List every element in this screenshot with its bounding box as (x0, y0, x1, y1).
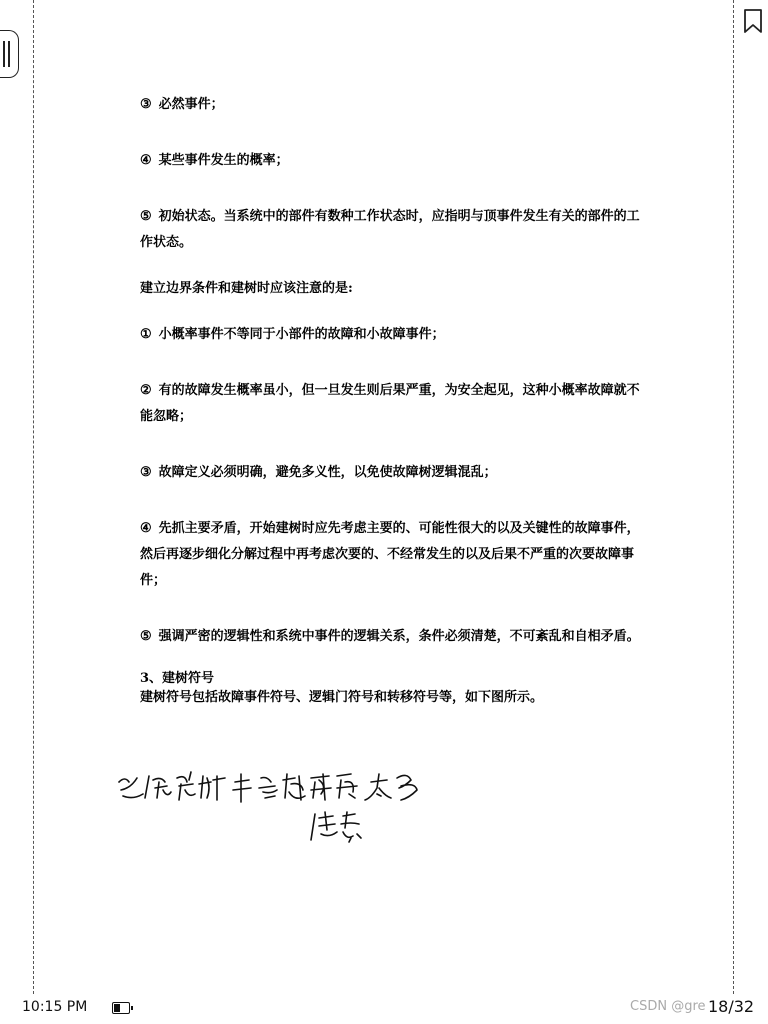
item-text: 小概率事件不等同于小部件的故障和小故障事件； (158, 327, 445, 342)
sidebar-toggle-button[interactable] (0, 30, 19, 78)
item-marker: ④ (140, 521, 152, 536)
watermark: CSDN @gre (630, 999, 706, 1014)
list-item (140, 516, 640, 594)
item-text: 强调严密的逻辑性和系统中事件的逻辑关系，条件必须清楚，不可紊乱和自相矛盾。 (158, 629, 640, 644)
item-marker: ④ (140, 153, 152, 168)
item-text: 先抓主要矛盾，开始建树时应先考虑主要的、可能性很大的以及关键性的故障事件，然后再逐步细化分解过程中再考虑次要的、不经常发生的以及后果不严重的次要故障事件； (140, 521, 640, 588)
item-marker: ① (140, 327, 152, 342)
section-body: 建树符号包括故障事件符号、逻辑门符号和转移符号等，如下图所示。 (140, 690, 544, 705)
item-text: 必然事件； (158, 97, 224, 112)
battery-icon (112, 1002, 130, 1014)
list-item (140, 460, 640, 486)
handwriting-strokes (115, 768, 435, 846)
handwritten-annotation (115, 768, 435, 846)
item-marker: ③ (140, 97, 152, 112)
item-text: 有的故障发生概率虽小，但一旦发生则后果严重，为安全起见，这种小概率故障就不能忽略； (140, 383, 640, 424)
bookmark-icon (742, 8, 764, 34)
list-item (140, 624, 640, 650)
item-text: 初始状态。当系统中的部件有数种工作状态时，应指明与顶事件发生有关的部件的工作状态。 (140, 209, 640, 250)
page-left-edge (33, 0, 34, 994)
item-marker: ⑤ (140, 209, 152, 224)
item-text: 某些事件发生的概率； (158, 153, 289, 168)
list-item (140, 204, 640, 256)
list-item (140, 378, 640, 430)
status-bar (0, 994, 768, 1024)
page-right-edge (733, 0, 734, 994)
item-marker: ② (140, 383, 152, 398)
bookmark-button[interactable] (742, 8, 764, 34)
list-item (140, 92, 640, 118)
page-indicator[interactable]: 18/32 (708, 997, 755, 1016)
list-item (140, 322, 640, 348)
handle-bar-icon (3, 41, 5, 67)
item-text: 故障定义必须明确，避免多义性，以免使故障树逻辑混乱； (158, 465, 497, 480)
item-marker: ⑤ (140, 629, 152, 644)
section-heading: 3、建树符号 (140, 671, 215, 686)
handle-bar-icon (8, 41, 10, 67)
item-marker: ③ (140, 465, 152, 480)
intro-text: 建立边界条件和建树时应该注意的是: (140, 281, 353, 296)
document-body (140, 92, 640, 708)
clock: 10:15 PM (22, 999, 88, 1015)
list-item (140, 148, 640, 174)
